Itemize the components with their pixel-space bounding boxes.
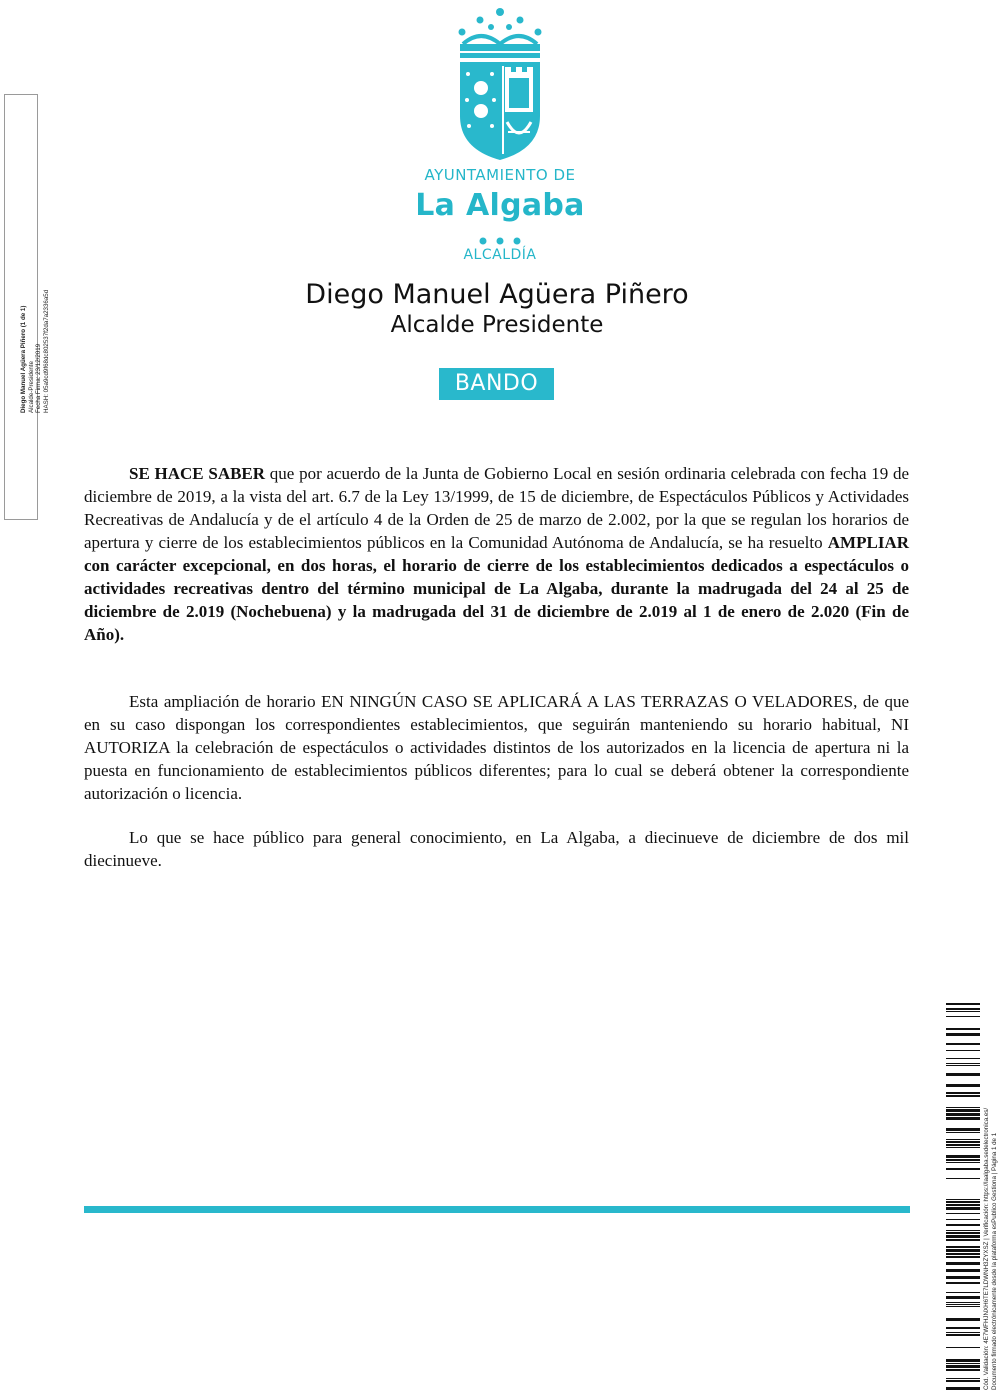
mayor-role: Alcalde Presidente xyxy=(390,312,604,338)
paragraph-1-text: que por acuerdo de la Junta de Gobierno Local en sesión ordinaria celebrada con fecha 19 de diciembre de 2019, a la vista del art. 6.7 de la Ley 13/1999, de 15 de diciembre, de Espectáculos Públicos y Actividades Recreativas de Andalucía y de el artículo 4 de la Orden de 25 de marzo de 2.002, por la que se regulan los horarios de apertura y cierre de los establecimientos públicos en la Comunidad Autónoma de Andalucía, se ha resuelto xyxy=(84,464,909,552)
signature-role: Alcalde-Presidente xyxy=(27,361,35,413)
footer-divider xyxy=(84,1206,910,1213)
logo-line-town: La Algaba xyxy=(415,188,585,223)
signature-hash: HASH: 05a9cd9f68dc802537f2da7a2336a5d xyxy=(42,289,50,413)
paragraph-1 xyxy=(84,462,909,646)
logo-dots-icon xyxy=(478,236,522,246)
signature-date: Fecha Firma: 23/12/2019 xyxy=(35,343,42,413)
paragraph-1-resolution: AMPLIAR con carácter excepcional, en dos horas, el horario de cierre de los establecimientos dedicados a espectáculos o actividades recreativas dentro del término municipal de La Algaba, durante la madrugada del 24 al 25 de diciembre de 2.019 (Nochebuena) y la madrugada del 31 de diciembre de 2.019 al 1 de enero de 2.020 (Fin de Año). xyxy=(84,533,909,644)
paragraph-2 xyxy=(84,690,909,805)
logo-line-ayuntamiento: AYUNTAMIENTO DE xyxy=(424,166,576,184)
paragraph-3 xyxy=(84,826,909,872)
coat-of-arms-logo xyxy=(445,4,555,164)
barcode-icon xyxy=(946,1003,980,1391)
logo-line-alcaldia: ALCALDÍA xyxy=(463,247,537,263)
verification-platform: Documento firmado electrónicamente desde la plataforma esPublico Gestiona | Página 1 de 1 xyxy=(991,1132,998,1390)
signature-signer: Diego Manuel Agüera Piñero (1 de 1) xyxy=(20,305,27,413)
verification-text xyxy=(983,995,999,1390)
mayor-name: Diego Manuel Agüera Piñero xyxy=(305,279,689,310)
paragraph-3-text: Lo que se hace público para general conocimiento, en La Algaba, a diecinueve de diciembre de dos mil diecinueve. xyxy=(84,828,909,870)
paragraph-2-text: Esta ampliación de horario EN NINGÚN CASO SE APLICARÁ A LAS TERRAZAS O VELADORES, de que en su caso dispongan los correspondientes establecimientos, que seguirán manteniendo su horario habitual, NI AUTORIZA la celebración de espectáculos o actividades distintos de los autorizados en la licencia de apertura ni la puesta en funcionamiento de establecimientos públicos diferentes; para lo cual se deberá obtener la correspondiente autorización o licencia. xyxy=(84,692,909,803)
paragraph-1-lead: SE HACE SABER xyxy=(129,464,266,483)
document-type-badge: BANDO xyxy=(439,368,554,400)
signature-stamp-text xyxy=(20,0,50,413)
verification-code: Cód. Validación: 4E7WFHJNXH6TE7LDWNH3ZYXSZ | Verificación: https://laalgaba.sedelectronica.es/ xyxy=(983,1107,990,1390)
